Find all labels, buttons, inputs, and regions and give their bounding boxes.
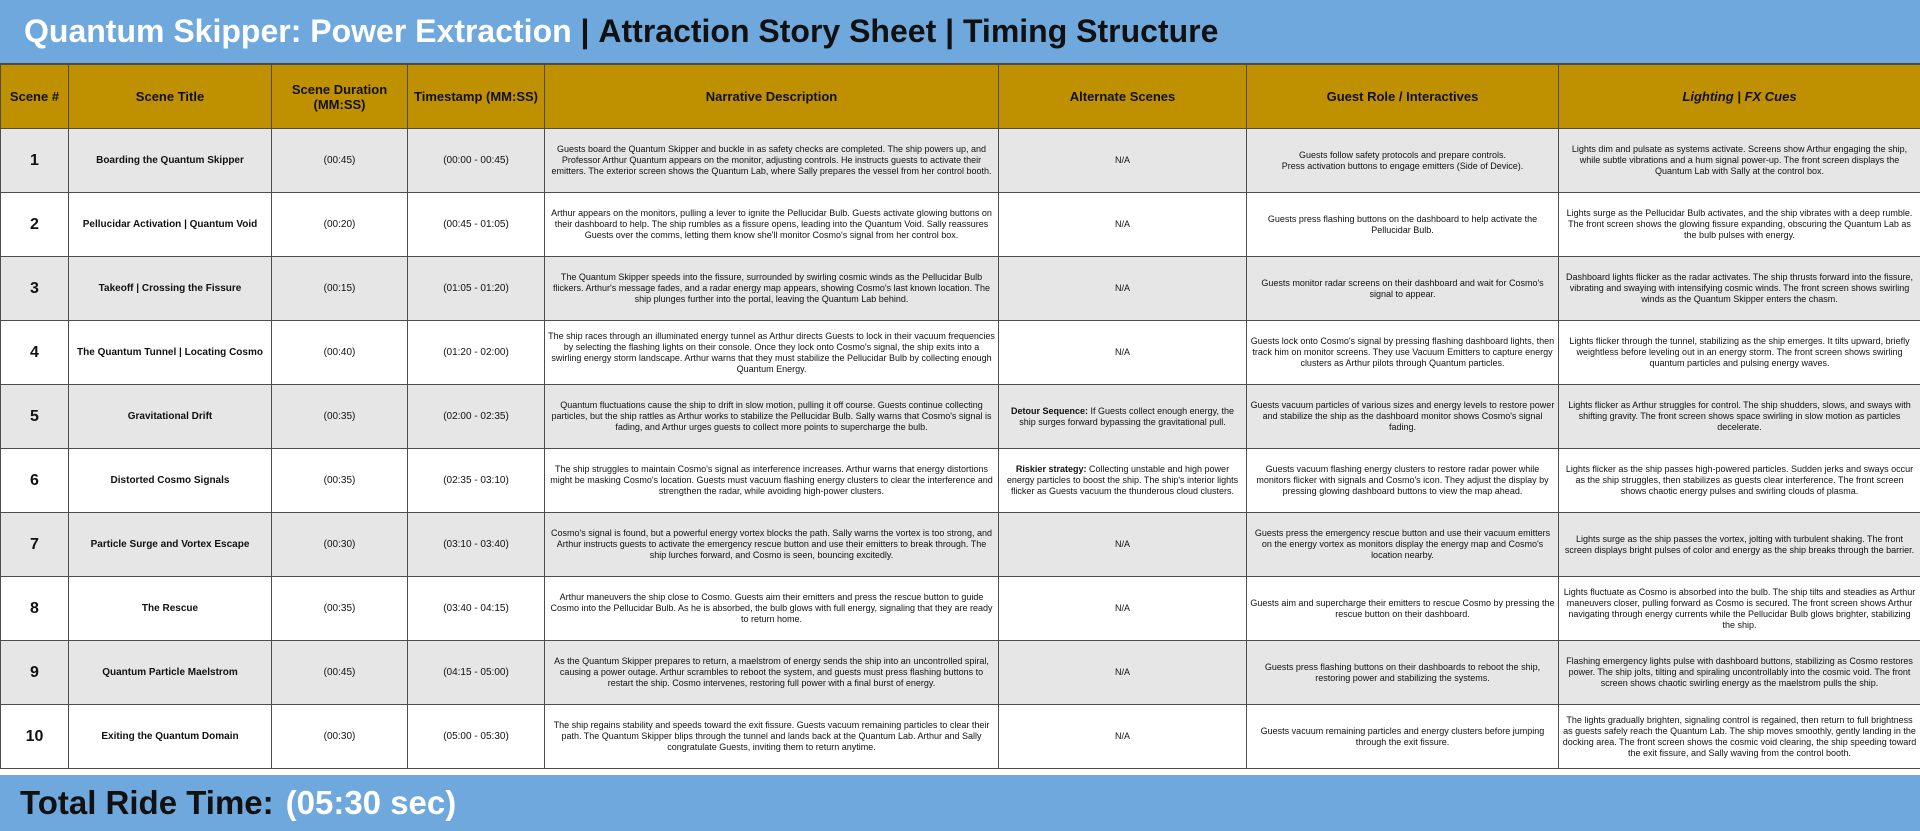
alternate-text: Collecting unstable and high power energy particles to boost the ship. The ship's interior lights flicker as Guests vacuum the thunderous cloud clusters. (1006, 464, 1239, 496)
scene-duration: (00:35) (272, 449, 408, 513)
alternate-text: N/A (1114, 283, 1130, 293)
total-ride-time (0, 775, 1920, 831)
guest-role-cell: Guests aim and supercharge their emitters to rescue Cosmo by pressing the rescue button on their dashboard. (1247, 577, 1559, 641)
narrative-cell: The ship regains stability and speeds toward the exit fissure. Guests vacuum remaining particles to clear their path. The Quantum Skipper blips through the tunnel and lands back at the Quantum Lab. Arthur and Sally congratulate Guests, inviting them to return anytime. (545, 705, 999, 769)
alternate-text: N/A (1114, 155, 1130, 165)
scene-duration: (00:30) (272, 513, 408, 577)
scene-number: 5 (1, 385, 69, 449)
scene-duration: (00:35) (272, 577, 408, 641)
alternate-text: N/A (1114, 539, 1130, 549)
alternate-cell (999, 257, 1247, 321)
narrative-cell: Cosmo's signal is found, but a powerful energy vortex blocks the path. Sally warns the vortex is too strong, and Arthur instructs guests to activate the emergency rescue button and use their emitters to break through. The ship lurches forward, and Cosmo is seen, bouncing excitedly. (545, 513, 999, 577)
lighting-cell: Lights surge as the Pellucidar Bulb activates, and the ship vibrates with a deep rumble. The front screen shows the glowing fissure expanding, obscuring the Quantum Lab as the bulb pulses with energy. (1559, 193, 1920, 257)
guest-role-cell: Guests follow safety protocols and prepare controls. Press activation buttons to engage emitters (Side of Device). (1247, 129, 1559, 193)
table-body (1, 129, 1920, 769)
narrative-cell: Quantum fluctuations cause the ship to drift in slow motion, pulling it off course. Guests continue collecting particles, but the ship rattles as Arthur works to stabilize the Pellucidar Bulb. Sally warns that Cosmo's signal is fading, and Arthur urges guests to collect more points to supercharge the bulb. (545, 385, 999, 449)
narrative-cell: The Quantum Skipper speeds into the fissure, surrounded by swirling cosmic winds as the Pellucidar Bulb flickers. Arthur's message fades, and a radar energy map appears, showing Cosmo's last known location. The ship plunges further into the portal, leaving the Quantum Lab behind. (545, 257, 999, 321)
guest-role-cell: Guests vacuum flashing energy clusters to restore radar power while monitors flicker with signals and Cosmo's icon. They adjust the display by pressing glowing dashboard buttons to view the map ahead. (1247, 449, 1559, 513)
alternate-label: Riskier strategy: (1015, 464, 1087, 474)
scene-timestamp: (02:35 - 03:10) (408, 449, 545, 513)
scene-duration: (00:45) (272, 641, 408, 705)
title-separator: | (571, 13, 599, 49)
sheet-title (0, 0, 1920, 64)
scene-timestamp: (00:00 - 00:45) (408, 129, 545, 193)
lighting-cell: Lights flicker as the ship passes high-powered particles. Sudden jerks and sways occur as the ship struggles, then stabilizes as guests clear interference. The front screen shows chaotic energy pulses and swirling clouds of plasma. (1559, 449, 1920, 513)
table-row (1, 385, 1920, 449)
lighting-cell: Lights fluctuate as Cosmo is absorbed into the bulb. The ship tilts and steadies as Arthur maneuvers closer, pulling forward as Cosmo is secured. The front screen shows Arthur navigating through energy currents while the Pellucidar Bulb glows brighter, stabilizing the ship. (1559, 577, 1920, 641)
col-header-duration: Scene Duration (MM:SS) (272, 65, 408, 129)
alternate-text: If Guests collect enough energy, the ship surges forward bypassing the gravitational pull. (1019, 405, 1234, 427)
scene-duration: (00:15) (272, 257, 408, 321)
table-row (1, 321, 1920, 385)
scene-timestamp: (02:00 - 02:35) (408, 385, 545, 449)
scene-timestamp: (04:15 - 05:00) (408, 641, 545, 705)
narrative-cell: The ship struggles to maintain Cosmo's signal as interference increases. Arthur warns that energy distortions might be masking Cosmo's location. Guests must vacuum flashing energy clusters to clear the interference and strengthen the radar, while avoiding high-power clusters. (545, 449, 999, 513)
scene-number: 10 (1, 705, 69, 769)
guest-role-cell: Guests press the emergency rescue button and use their vacuum emitters on the energy vortex as monitors display the energy map and Cosmo's location nearby. (1247, 513, 1559, 577)
lighting-cell: Lights flicker through the tunnel, stabilizing as the ship emerges. It tilts upward, briefly weightless before leveling out in an energy storm. The front screen shows swirling quantum particles and pulsing energy waves. (1559, 321, 1920, 385)
alternate-cell (999, 577, 1247, 641)
scene-number: 8 (1, 577, 69, 641)
scene-title: The Quantum Tunnel | Locating Cosmo (69, 321, 272, 385)
scene-title: Exiting the Quantum Domain (69, 705, 272, 769)
scene-title: Pellucidar Activation | Quantum Void (69, 193, 272, 257)
timing-table (0, 64, 1920, 769)
total-label: Total Ride Time: (20, 784, 274, 821)
scene-title: Distorted Cosmo Signals (69, 449, 272, 513)
guest-role-cell: Guests lock onto Cosmo's signal by pressing flashing dashboard lights, then track him on monitor screens. They use Vacuum Emitters to capture energy clusters as Arthur pilots through Quantum particles. (1247, 321, 1559, 385)
scene-number: 4 (1, 321, 69, 385)
scene-timestamp: (01:05 - 01:20) (408, 257, 545, 321)
scene-title: Takeoff | Crossing the Fissure (69, 257, 272, 321)
table-row (1, 129, 1920, 193)
narrative-cell: The ship races through an illuminated energy tunnel as Arthur directs Guests to lock in their vacuum frequencies by selecting the flashing lights on their console. Once they lock onto Cosmo's signal, the ship exits into a swirling energy storm landscape. Arthur warns that they must stabilize the Pellucidar Bulb by collecting enough Quantum Energy. (545, 321, 999, 385)
scene-duration: (00:45) (272, 129, 408, 193)
guest-role-cell: Guests vacuum remaining particles and energy clusters before jumping through the exit fissure. (1247, 705, 1559, 769)
total-value: (05:30 sec) (285, 784, 457, 821)
scene-timestamp: (03:10 - 03:40) (408, 513, 545, 577)
alternate-label: Detour Sequence: (1011, 405, 1089, 416)
narrative-cell: Arthur appears on the monitors, pulling a lever to ignite the Pellucidar Bulb. Guests activate glowing buttons on their dashboard to help. The ship rumbles as a fissure opens, leading into the Quantum Void. Sally reassures Guests over the comms, letting them know she'll monitor Cosmo's signal from her control box. (545, 193, 999, 257)
table-row (1, 449, 1920, 513)
scene-number: 7 (1, 513, 69, 577)
table-row (1, 257, 1920, 321)
alternate-text: N/A (1114, 731, 1130, 741)
lighting-cell: Lights surge as the ship passes the vortex, jolting with turbulent shaking. The front screen displays bright pulses of color and energy as the ship breaks through the barrier. (1559, 513, 1920, 577)
col-header-lighting: Lighting | FX Cues (1559, 65, 1920, 129)
lighting-cell: The lights gradually brighten, signaling control is regained, then return to full brightness as guests safely reach the Quantum Lab. The ship moves smoothly, gently landing in the docking area. The front screen shows the cosmic void clearing, the ship speeding toward the exit fissure, and Sally waving from the control booth. (1559, 705, 1920, 769)
attraction-name: Quantum Skipper: Power Extraction (24, 13, 572, 49)
scene-number: 3 (1, 257, 69, 321)
table-row (1, 705, 1920, 769)
guest-role-cell: Guests press flashing buttons on the dashboard to help activate the Pellucidar Bulb. (1247, 193, 1559, 257)
scene-timestamp: (05:00 - 05:30) (408, 705, 545, 769)
alternate-cell (999, 641, 1247, 705)
scene-title: Boarding the Quantum Skipper (69, 129, 272, 193)
alternate-text: N/A (1114, 667, 1130, 677)
col-header-scene-num: Scene # (1, 65, 69, 129)
lighting-cell: Lights dim and pulsate as systems activate. Screens show Arthur engaging the ship, while subtle vibrations and a hum signal power-up. The front screen displays the Quantum Lab with Sally at the control box. (1559, 129, 1920, 193)
narrative-cell: As the Quantum Skipper prepares to return, a maelstrom of energy sends the ship into an uncontrolled spiral, causing a power outage. Arthur scrambles to reboot the system, and guests must press flashing buttons to restart the ship. Cosmo intervenes, restoring full power with a final burst of energy. (545, 641, 999, 705)
col-header-alternate: Alternate Scenes (999, 65, 1247, 129)
alternate-cell (999, 321, 1247, 385)
narrative-cell: Guests board the Quantum Skipper and buckle in as safety checks are completed. The ship powers up, and Professor Arthur Quantum appears on the monitor, adjusting controls. He instructs guests to activate their emitters. The exterior screen shows the Quantum Lab, where Sally prepares the vessel from her control booth. (545, 129, 999, 193)
narrative-cell: Arthur maneuvers the ship close to Cosmo. Guests aim their emitters and press the rescue button to guide Cosmo into the Pellucidar Bulb. As he is absorbed, the bulb glows with full energy, signaling that they are ready to return home. (545, 577, 999, 641)
col-header-timestamp: Timestamp (MM:SS) (408, 65, 545, 129)
alternate-text: N/A (1114, 347, 1130, 357)
sheet-subtitle: Attraction Story Sheet | Timing Structure (598, 13, 1219, 49)
header-row (1, 65, 1920, 129)
scene-duration: (00:20) (272, 193, 408, 257)
scene-duration: (00:40) (272, 321, 408, 385)
alternate-cell (999, 513, 1247, 577)
col-header-guest-role: Guest Role / Interactives (1247, 65, 1559, 129)
guest-role-cell: Guests monitor radar screens on their dashboard and wait for Cosmo's signal to appear. (1247, 257, 1559, 321)
lighting-cell: Flashing emergency lights pulse with dashboard buttons, stabilizing as Cosmo restores power. The ship jolts, tilting and spiraling uncontrollably into the cosmic void. The front screen shows chaotic swirling energy as the maelstrom pulls the ship. (1559, 641, 1920, 705)
table-row (1, 641, 1920, 705)
table-row (1, 513, 1920, 577)
scene-timestamp: (03:40 - 04:15) (408, 577, 545, 641)
scene-timestamp: (00:45 - 01:05) (408, 193, 545, 257)
scene-title: The Rescue (69, 577, 272, 641)
guest-role-cell: Guests press flashing buttons on their dashboards to reboot the ship, restoring power and stabilizing the systems. (1247, 641, 1559, 705)
scene-timestamp: (01:20 - 02:00) (408, 321, 545, 385)
alternate-cell (999, 705, 1247, 769)
scene-title: Gravitational Drift (69, 385, 272, 449)
scene-number: 6 (1, 449, 69, 513)
scene-number: 2 (1, 193, 69, 257)
alternate-cell (999, 193, 1247, 257)
col-header-scene-title: Scene Title (69, 65, 272, 129)
table-row (1, 193, 1920, 257)
scene-title: Particle Surge and Vortex Escape (69, 513, 272, 577)
alternate-text: N/A (1114, 603, 1130, 613)
alternate-cell (999, 449, 1247, 513)
scene-number: 9 (1, 641, 69, 705)
scene-title: Quantum Particle Maelstrom (69, 641, 272, 705)
scene-duration: (00:35) (272, 385, 408, 449)
alternate-cell (999, 129, 1247, 193)
scene-duration: (00:30) (272, 705, 408, 769)
alternate-text: N/A (1114, 219, 1130, 229)
lighting-cell: Dashboard lights flicker as the radar activates. The ship thrusts forward into the fissure, vibrating and swaying with intensifying cosmic winds. The front screen shows swirling winds as the Quantum Skipper enters the chasm. (1559, 257, 1920, 321)
col-header-narrative: Narrative Description (545, 65, 999, 129)
lighting-cell: Lights flicker as Arthur struggles for control. The ship shudders, slows, and sways with shifting gravity. The front screen shows space swirling in slow motion as particles decelerate. (1559, 385, 1920, 449)
alternate-cell (999, 385, 1247, 449)
table-row (1, 577, 1920, 641)
scene-number: 1 (1, 129, 69, 193)
guest-role-cell: Guests vacuum particles of various sizes and energy levels to restore power and stabilize the ship as the dashboard monitor shows Cosmo's signal fading. (1247, 385, 1559, 449)
